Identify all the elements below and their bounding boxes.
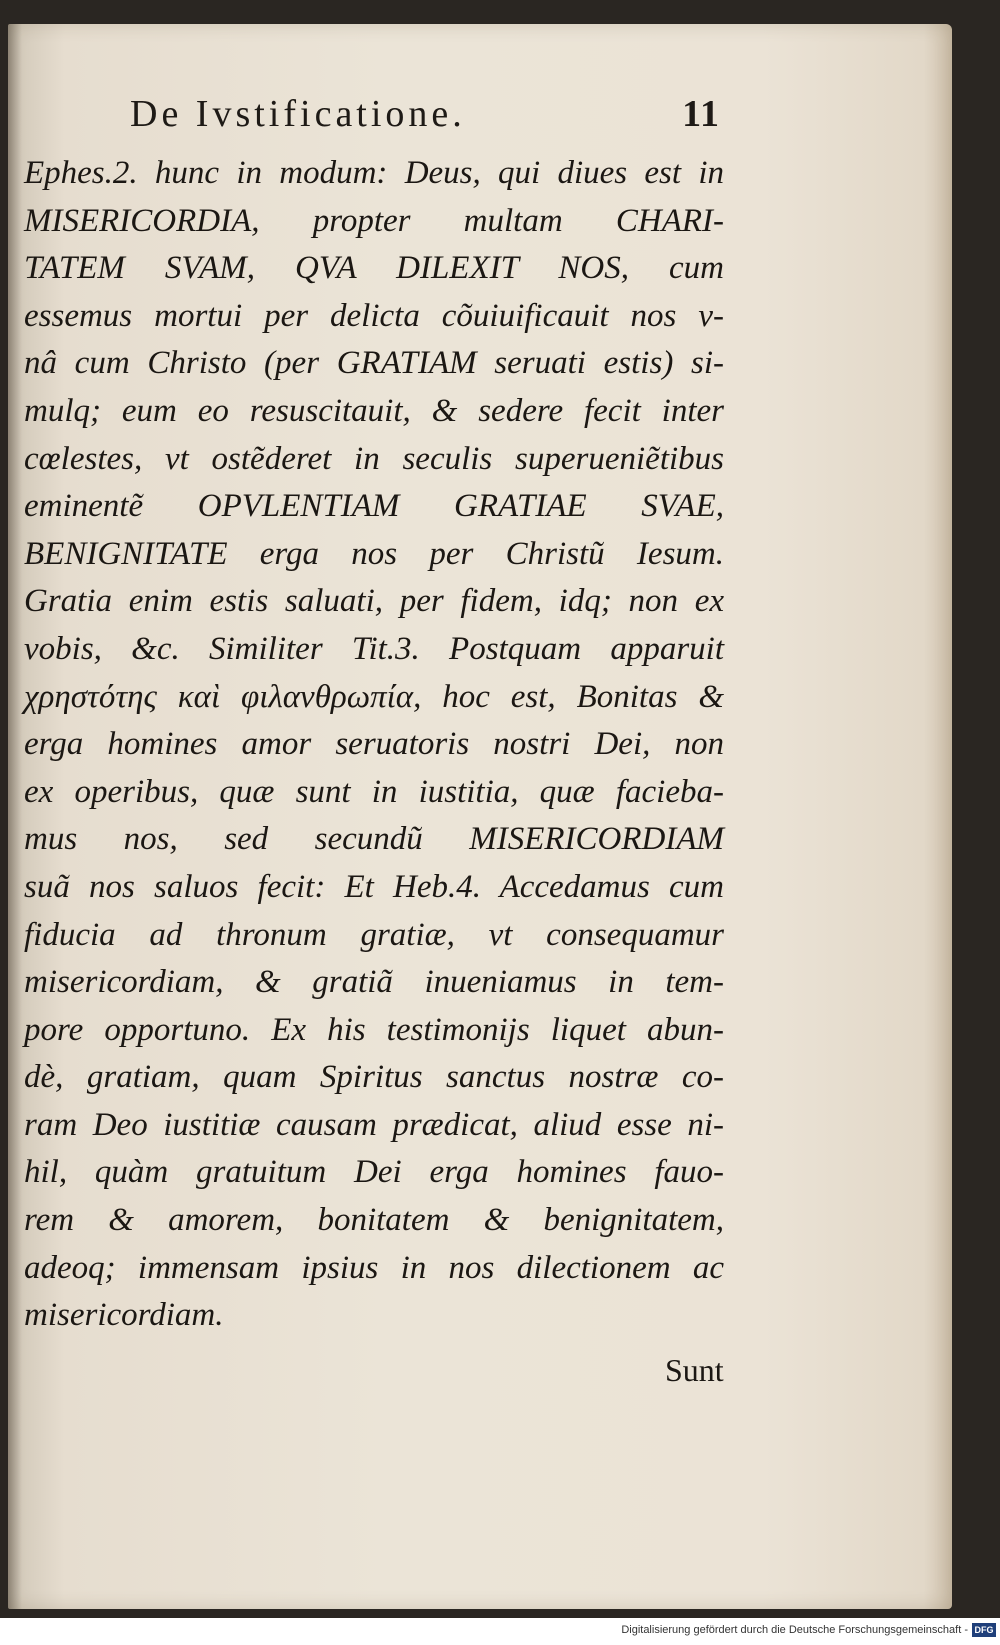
page-number: 11 <box>682 93 720 135</box>
text-line: nâ cum Christo (per GRATIAM seruati estis) si- <box>24 345 724 382</box>
text-line: fiducia ad thronum gratiæ, vt consequamur <box>24 916 724 953</box>
footer-bar <box>0 1618 1000 1645</box>
gutter-shadow <box>8 24 22 1609</box>
text-line: Gratia enim estis saluati, per fidem, idq; non ex <box>24 583 724 620</box>
text-line: χρηστότης καὶ φιλανθρωπία, hoc est, Bonitas & <box>24 678 724 715</box>
text-line: cœlestes, vt ostẽderet in seculis superueniẽtibus <box>24 440 724 477</box>
catchword: Sunt <box>665 1352 724 1388</box>
text-line: mus nos, sed secundũ MISERICORDIAM <box>24 821 724 858</box>
text-line: Ephes.2. hunc in modum: Deus, qui diues est in <box>24 155 724 191</box>
text-line: hil, quàm gratuitum Dei erga homines fauo- <box>24 1154 724 1191</box>
text-line: pore opportuno. Ex his testimonijs liquet abun- <box>24 1011 724 1048</box>
running-head <box>130 92 720 142</box>
text-line-final: misericordiam. <box>24 1297 224 1334</box>
text-line: ex operibus, quæ sunt in iustitia, quæ facieba- <box>24 773 724 810</box>
text-line: eminentẽ OPVLENTIAM GRATIAE SVAE, <box>24 488 724 525</box>
text-line: BENIGNITATE erga nos per Christũ Iesum. <box>24 535 724 572</box>
funding-credit: Digitalisierung gefördert durch die Deutsche Forschungsgemeinschaft - <box>621 1624 968 1636</box>
text-line: MISERICORDIA, propter multam CHARI- <box>24 202 724 239</box>
text-block <box>24 150 724 1340</box>
text-line: misericordiam, & gratiã inueniamus in tem- <box>24 964 724 1001</box>
text-line: essemus mortui per delicta cõuiuificauit nos v- <box>24 297 724 334</box>
text-line: vobis, &c. Similiter Tit.3. Postquam apparuit <box>24 630 724 667</box>
text-line: suã nos saluos fecit: Et Heb.4. Accedamus cum <box>24 868 724 905</box>
running-title: De Ivstificatione. <box>130 93 466 135</box>
dfg-logo-icon: DFG <box>972 1623 996 1637</box>
text-line: ram Deo iustitiæ causam prædicat, aliud esse ni- <box>24 1106 724 1143</box>
text-line: mulq; eum eo resuscitauit, & sedere fecit inter <box>24 392 724 429</box>
text-line: dè, gratiam, quam Spiritus sanctus nostræ co- <box>24 1059 724 1096</box>
text-line: adeoq; immensam ipsius in nos dilectionem ac <box>24 1249 724 1286</box>
text-line: rem & amorem, bonitatem & benignitatem, <box>24 1202 724 1239</box>
text-line: erga homines amor seruatoris nostri Dei, non <box>24 726 724 763</box>
text-line: TATEM SVAM, QVA DILEXIT NOS, cum <box>24 250 724 287</box>
